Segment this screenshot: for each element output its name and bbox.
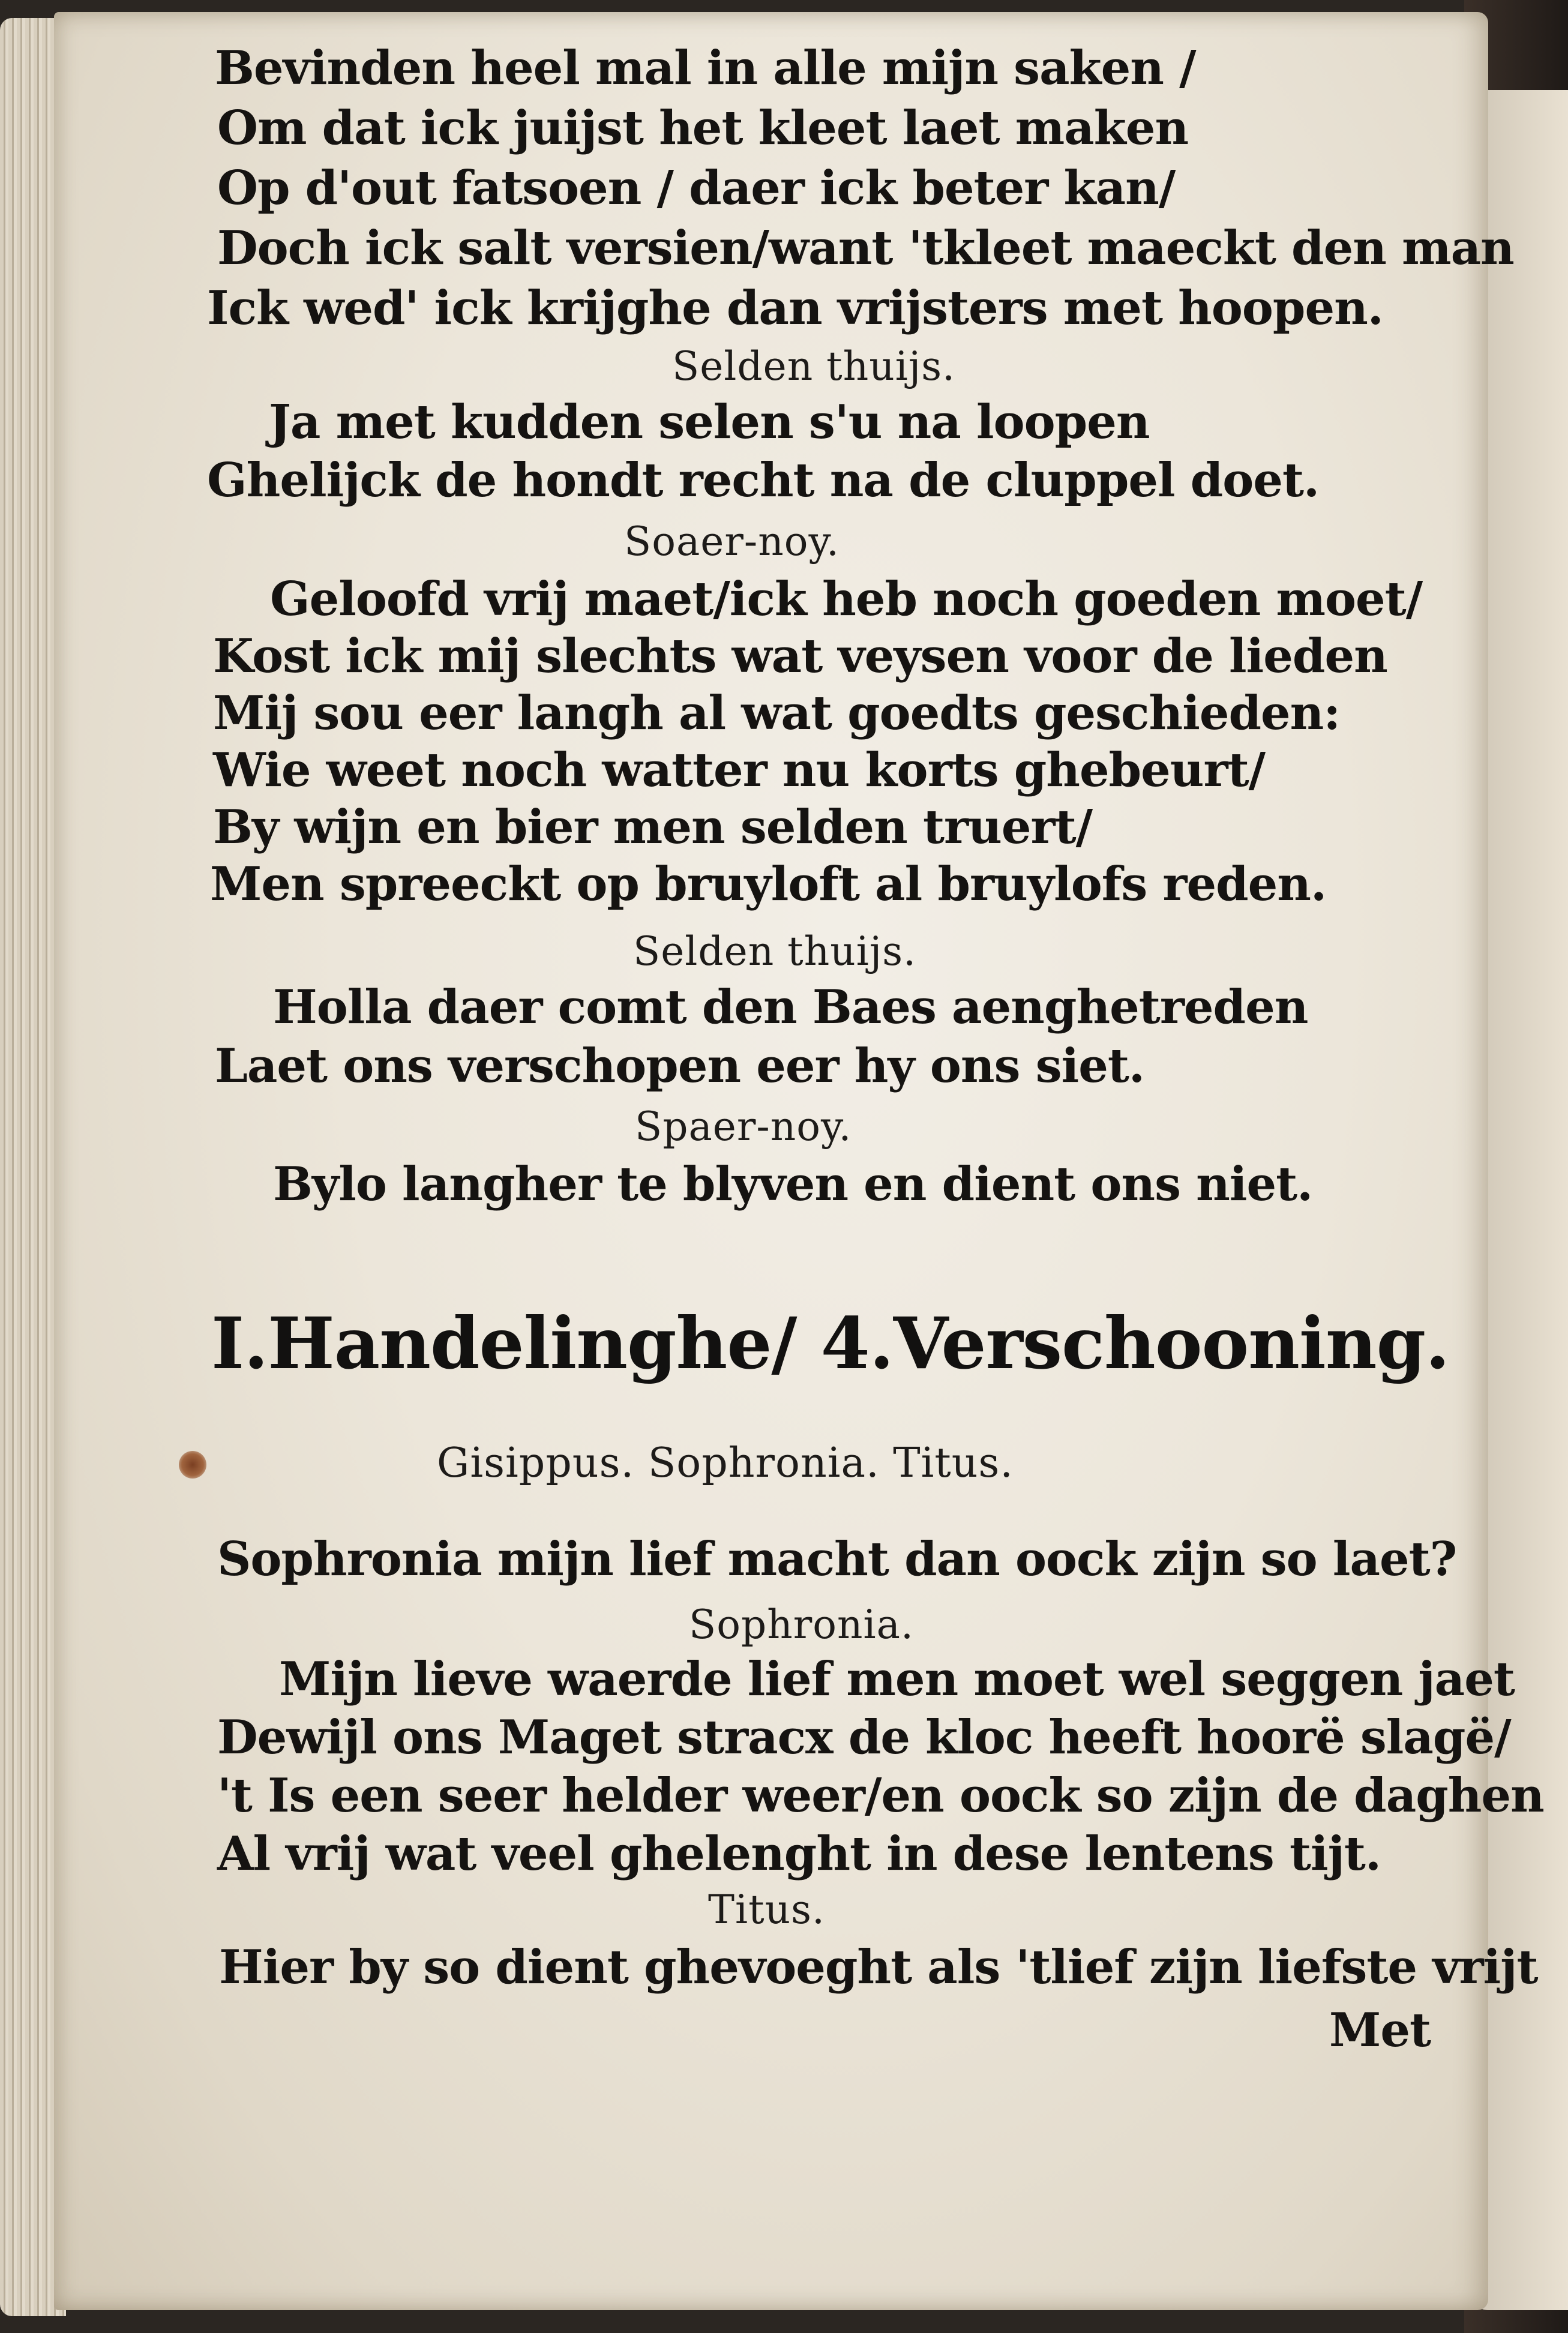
speaker-name: Soaer-noy. [624, 518, 840, 565]
verse-line: Mij sou eer langh al wat goedts geschieden: [213, 686, 1341, 740]
speaker-name: Sophronia. [689, 1602, 914, 1648]
verse-line: Ick wed' ick krijghe dan vrijsters met hoopen. [207, 281, 1383, 335]
verse-line: Kost ick mij slechts wat veysen voor de lieden [213, 629, 1387, 683]
verse-line: Ghelijck de hondt recht na de cluppel doet. [207, 453, 1320, 508]
verse-line: Sophronia mijn lief macht dan oock zijn so laet? [217, 1532, 1457, 1587]
verse-line: Doch ick salt versien/want 'tkleet maeckt den man [217, 221, 1514, 275]
speaker-name: Titus. [708, 1887, 826, 1933]
verse-line: Om dat ick juijst het kleet laet maken [217, 101, 1189, 155]
verse-line: Dewijl ons Maget stracx de kloc heeft hoorë slagë/ [217, 1710, 1511, 1765]
speaker-name: Selden thuijs. [672, 343, 956, 389]
verse-line: Wie weet noch watter nu korts ghebeurt/ [213, 743, 1266, 797]
verse-line: Bevinden heel mal in alle mijn saken / [215, 41, 1196, 95]
verse-line: Bylo langher te blyven en dient ons niet. [273, 1157, 1313, 1212]
verse-line: Al vrij wat veel ghelenght in dese lentens tijt. [217, 1827, 1381, 1881]
character-list: Gisippus. Sophronia. Titus. [437, 1440, 1014, 1487]
speaker-name: Selden thuijs. [633, 928, 917, 974]
verse-line: 't Is een seer helder weer/en oock so zijn de daghen [217, 1768, 1544, 1823]
verse-line: Ja met kudden selen s'u na loopen [269, 395, 1150, 449]
verse-line: Holla daer comt den Baes aenghetreden [273, 980, 1308, 1034]
verse-line: Op d'out fatsoen / daer ick beter kan/ [217, 161, 1176, 215]
verse-line: Geloofd vrij maet/ick heb noch goeden moet/ [270, 572, 1423, 626]
verse-line: Laet ons verschopen eer hy ons siet. [215, 1039, 1145, 1093]
verse-line: Mijn lieve waerde lief men moet wel seggen jaet [279, 1652, 1515, 1707]
scene-heading: I.Handelinghe/ 4.Verschooning. [211, 1302, 1450, 1385]
verse-line: Hier by so dient ghevoeght als 'tlief zijn liefste vrijt [219, 1940, 1538, 1995]
catchword: Met [1329, 2003, 1431, 2058]
speaker-name: Spaer-noy. [635, 1103, 852, 1150]
verse-line: By wijn en bier men selden truert/ [213, 800, 1093, 854]
verse-line: Men spreeckt op bruyloft al bruylofs reden. [210, 857, 1327, 911]
